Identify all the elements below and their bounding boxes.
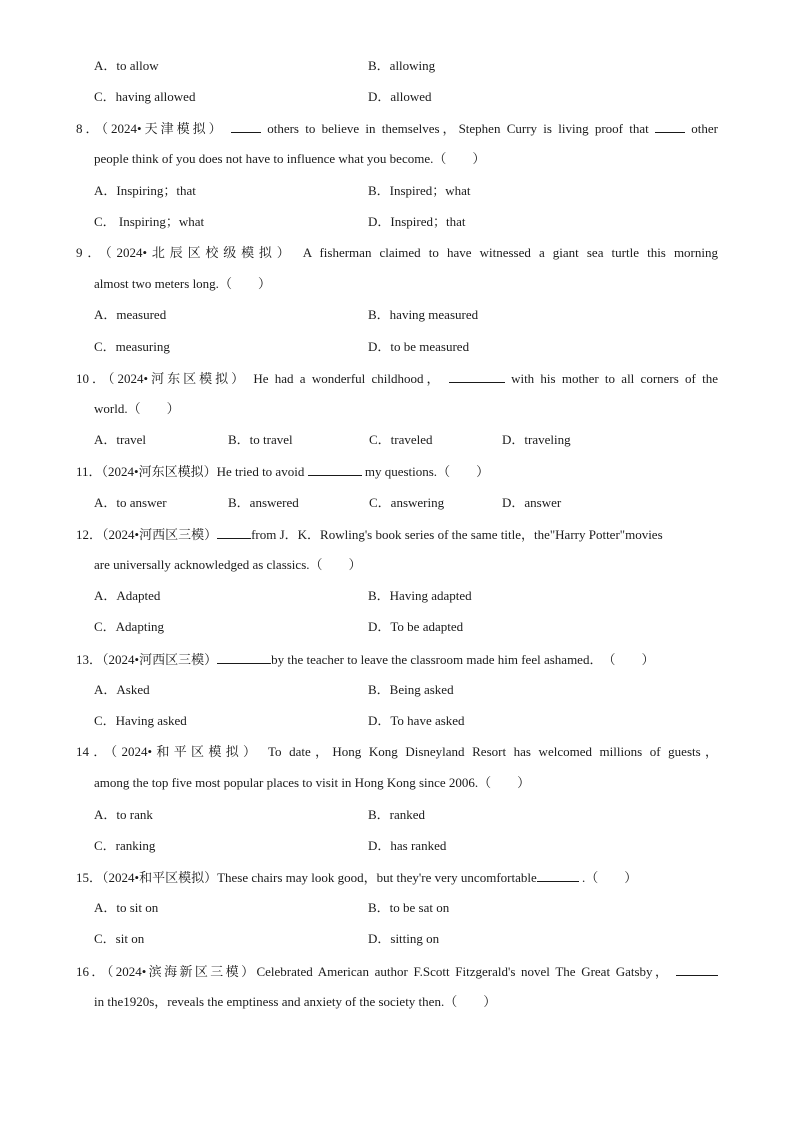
q10-source: （2024•河东区模拟） [108, 371, 248, 386]
q16-text-1: Celebrated American author F.Scott Fitzgerald's novel The Great Gatsby， [256, 964, 671, 979]
q16-stem-line2 [94, 993, 718, 1011]
q8-stem-line1 [76, 119, 718, 138]
q8-stem-line2 [94, 150, 718, 168]
q16-stem-line1 [76, 962, 718, 981]
q14-text-1: To date，Hong Kong Disneyland Resort has welcomed millions of guests， [267, 744, 719, 759]
q10-stem-line1 [76, 369, 718, 388]
q9-option-c[interactable]: C．measuring [94, 339, 170, 354]
q11-option-a[interactable]: A．to answer [94, 495, 167, 510]
q10-stem-line2 [94, 400, 718, 418]
q8-option-c[interactable]: C． Inspiring；what [94, 214, 205, 229]
q13-option-b[interactable]: B．Being asked [368, 682, 454, 697]
q10-option-b[interactable]: B．to travel [228, 432, 293, 447]
q8-text-1: others to believe in themselves，Stephen Curry is living proof that [267, 121, 649, 136]
q8-text-2: other [691, 121, 718, 136]
q10-option-a[interactable]: A．travel [94, 432, 146, 447]
q13-option-d[interactable]: D．To have asked [368, 713, 465, 728]
q16-text-2: in the1920s，reveals the emptiness and anxiety of the society then. [94, 994, 445, 1009]
q9-option-b[interactable]: B．having measured [368, 307, 479, 322]
q11-number: 11． [76, 464, 102, 479]
q14-text-2: among the top five most popular places to visit in Hong Kong since 2006. [94, 775, 479, 790]
q9-answer-paren[interactable]: （ ） [218, 276, 271, 291]
q14-stem-line1 [76, 743, 718, 761]
q9-source: （2024•北辰区校级模拟） [105, 245, 295, 260]
q10-blank[interactable] [449, 369, 505, 383]
q12-stem-line2 [94, 556, 718, 574]
q9-text-1: A fisherman claimed to have witnessed a giant sea turtle this morning [302, 245, 719, 260]
q12-option-a[interactable]: A．Adapted [94, 588, 161, 603]
q8-blank-2[interactable] [655, 119, 685, 133]
q15-option-a[interactable]: A．to sit on [94, 900, 159, 915]
q14-number: 14． [76, 744, 111, 759]
q9-stem-line2 [94, 275, 718, 293]
q7-option-b[interactable]: B．allowing [368, 58, 436, 73]
q7-option-a[interactable]: A．to allow [94, 58, 159, 73]
q15-option-d[interactable]: D．sitting on [368, 931, 440, 946]
q15-number: 15． [76, 870, 103, 885]
q13-text-1: by the teacher to leave the classroom made him feel ashamed． [271, 652, 603, 667]
q15-answer-paren[interactable]: （ ） [585, 870, 638, 885]
q10-text-1: He had a wonderful childhood， [253, 371, 443, 386]
q9-stem-line1 [76, 244, 718, 262]
q13-number: 13． [76, 652, 103, 667]
q12-blank[interactable] [217, 525, 251, 539]
q12-option-b[interactable]: B．Having adapted [368, 588, 472, 603]
q15-text-1: These chairs may look good，but they're very uncomfortable [217, 870, 537, 885]
q12-source: （2024•河西区三模） [102, 527, 218, 542]
q8-option-a[interactable]: A．Inspiring；that [94, 183, 196, 198]
q12-number: 12． [76, 527, 103, 542]
q10-option-d[interactable]: D．traveling [502, 432, 571, 447]
q13-answer-paren[interactable]: （ ） [602, 652, 655, 667]
q11-stem-line1 [76, 462, 718, 481]
q12-option-c[interactable]: C．Adapting [94, 619, 165, 634]
q11-option-c[interactable]: C．answering [369, 495, 445, 510]
q8-option-b[interactable]: B．Inspired；what [368, 183, 471, 198]
q12-text-2: are universally acknowledged as classics. [94, 557, 310, 572]
q8-answer-paren[interactable]: （ ） [433, 151, 486, 166]
q8-text-3: people think of you does not have to influence what you become. [94, 151, 434, 166]
q11-option-b[interactable]: B．answered [228, 495, 299, 510]
q16-blank[interactable] [676, 962, 718, 976]
q10-answer-paren[interactable]: （ ） [127, 401, 180, 416]
q15-stem-line1 [76, 868, 718, 887]
q11-source: （2024•河东区模拟） [101, 464, 217, 479]
q8-blank-1[interactable] [231, 119, 261, 133]
q15-source: （2024•和平区模拟） [102, 870, 218, 885]
q10-text-2: with his mother to all corners of the [511, 371, 719, 386]
q12-option-d[interactable]: D．To be adapted [368, 619, 464, 634]
q13-option-a[interactable]: A．Asked [94, 682, 150, 697]
q14-option-c[interactable]: C．ranking [94, 838, 156, 853]
q9-number: 9． [76, 245, 106, 260]
q13-blank[interactable] [217, 650, 271, 664]
q10-text-3: world. [94, 401, 128, 416]
q16-answer-paren[interactable]: （ ） [444, 994, 497, 1009]
q14-option-a[interactable]: A．to rank [94, 807, 153, 822]
q9-option-d[interactable]: D．to be measured [368, 339, 470, 354]
q11-answer-paren[interactable]: （ ） [437, 464, 490, 479]
q10-number: 10． [76, 371, 109, 386]
q14-stem-line2 [94, 774, 718, 792]
q11-option-d[interactable]: D．answer [502, 495, 562, 510]
q14-option-d[interactable]: D．has ranked [368, 838, 447, 853]
q8-option-d[interactable]: D．Inspired；that [368, 214, 466, 229]
q9-option-a[interactable]: A．measured [94, 307, 167, 322]
q11-blank[interactable] [308, 462, 362, 476]
q9-text-2: almost two meters long. [94, 276, 219, 291]
q14-source: （2024•和平区模拟） [110, 744, 261, 759]
q16-number: 16． [76, 964, 107, 979]
q12-answer-paren[interactable]: （ ） [309, 557, 362, 572]
q12-stem-line1 [76, 525, 718, 544]
q14-answer-paren[interactable]: （ ） [478, 775, 531, 790]
q13-source: （2024•河西区三模） [102, 652, 218, 667]
q13-stem-line1 [76, 650, 718, 669]
q14-option-b[interactable]: B．ranked [368, 807, 426, 822]
q8-source: （2024•天津模拟） [101, 121, 225, 136]
q15-option-c[interactable]: C．sit on [94, 931, 145, 946]
q15-option-b[interactable]: B．to be sat on [368, 900, 450, 915]
q7-option-c[interactable]: C．having allowed [94, 89, 196, 104]
q15-blank[interactable] [537, 868, 579, 882]
q11-text-1: He tried to avoid [216, 464, 305, 479]
q16-source: （2024•滨海新区三模） [106, 964, 257, 979]
q12-text-1: from J．K．Rowling's book series of the same title，the"Harry Potter"movies [251, 527, 663, 542]
q15-text-2: . [582, 870, 586, 885]
q7-option-d[interactable]: D．allowed [368, 89, 432, 104]
q10-option-c[interactable]: C．traveled [369, 432, 433, 447]
q11-text-2: my questions. [364, 464, 438, 479]
q8-number: 8． [76, 121, 102, 136]
q13-option-c[interactable]: C．Having asked [94, 713, 187, 728]
